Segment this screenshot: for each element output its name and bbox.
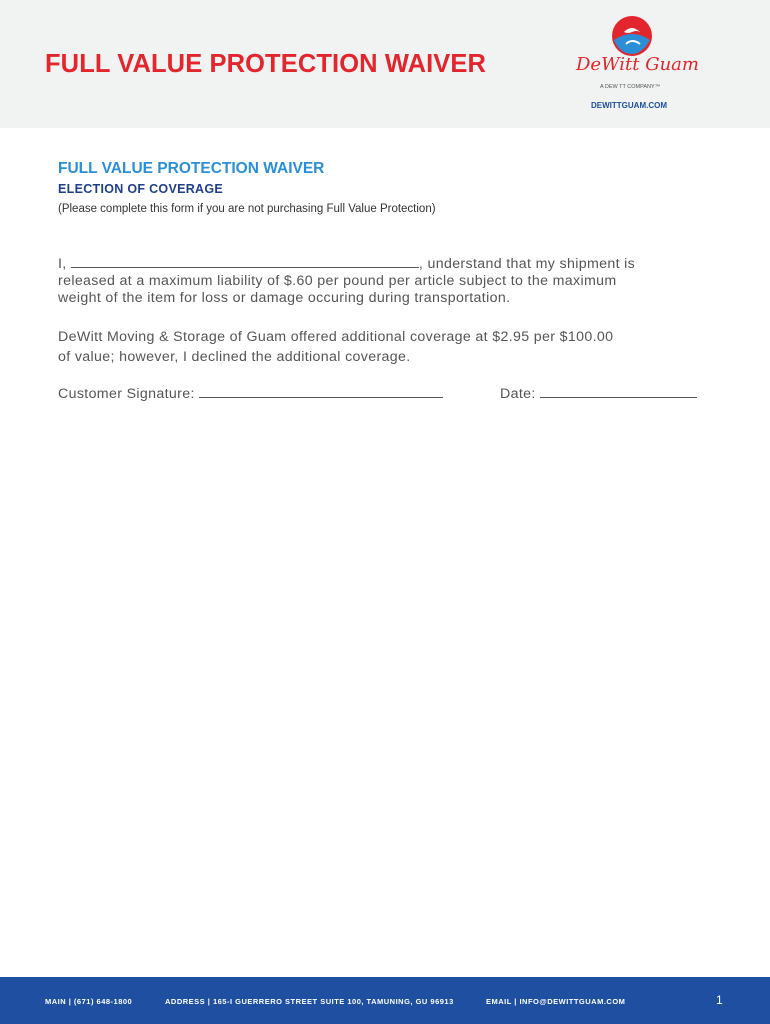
form-subtitle: ELECTION OF COVERAGE — [58, 182, 224, 196]
dewitt-logo-icon — [610, 14, 654, 58]
form-instruction: (Please complete this form if you are not purchasing Full Value Protection) — [58, 203, 436, 215]
footer-address: ADDRESS | 165-I GUERRERO STREET SUITE 100, TAMUNING, GU 96913 — [165, 997, 454, 1006]
liability-paragraph — [58, 255, 708, 307]
paragraph-line: of value; however, I declined the additional coverage. — [58, 349, 411, 365]
paragraph-line: released at a maximum liability of $.60 per pound per article subject to the maximum — [58, 273, 617, 289]
footer-phone: MAIN | (671) 648-1800 — [45, 997, 133, 1006]
signature-field[interactable] — [199, 385, 443, 398]
coverage-paragraph — [58, 327, 708, 367]
page-footer — [0, 977, 770, 1024]
logo-tagline: A DEW TT COMPANY™ — [600, 84, 661, 90]
para1-suffix: , understand that my shipment is — [418, 256, 636, 272]
paragraph-line: weight of the item for loss or damage occuring during transportation. — [58, 290, 511, 306]
website-link[interactable]: DEWITTGUAM.COM — [591, 101, 667, 110]
paragraph-line: DeWitt Moving & Storage of Guam offered additional coverage at $2.95 per $100.00 — [58, 329, 614, 345]
page-header — [0, 0, 770, 128]
date-label: Date: — [500, 386, 540, 402]
paragraph-line — [58, 255, 708, 273]
para1-prefix: I, — [58, 256, 71, 272]
date-field[interactable] — [540, 385, 697, 398]
signature-label: Customer Signature: — [58, 386, 200, 402]
signature-label-group — [58, 385, 443, 402]
footer-email[interactable]: EMAIL | INFO@DEWITTGUAM.COM — [486, 997, 626, 1006]
logo-wordmark: DeWitt Guam — [576, 54, 699, 75]
form-title: FULL VALUE PROTECTION WAIVER — [58, 160, 325, 177]
date-label-group — [500, 385, 697, 402]
page-number: 1 — [716, 993, 724, 1007]
name-field[interactable] — [71, 255, 419, 268]
page-title: FULL VALUE PROTECTION WAIVER — [45, 50, 487, 78]
